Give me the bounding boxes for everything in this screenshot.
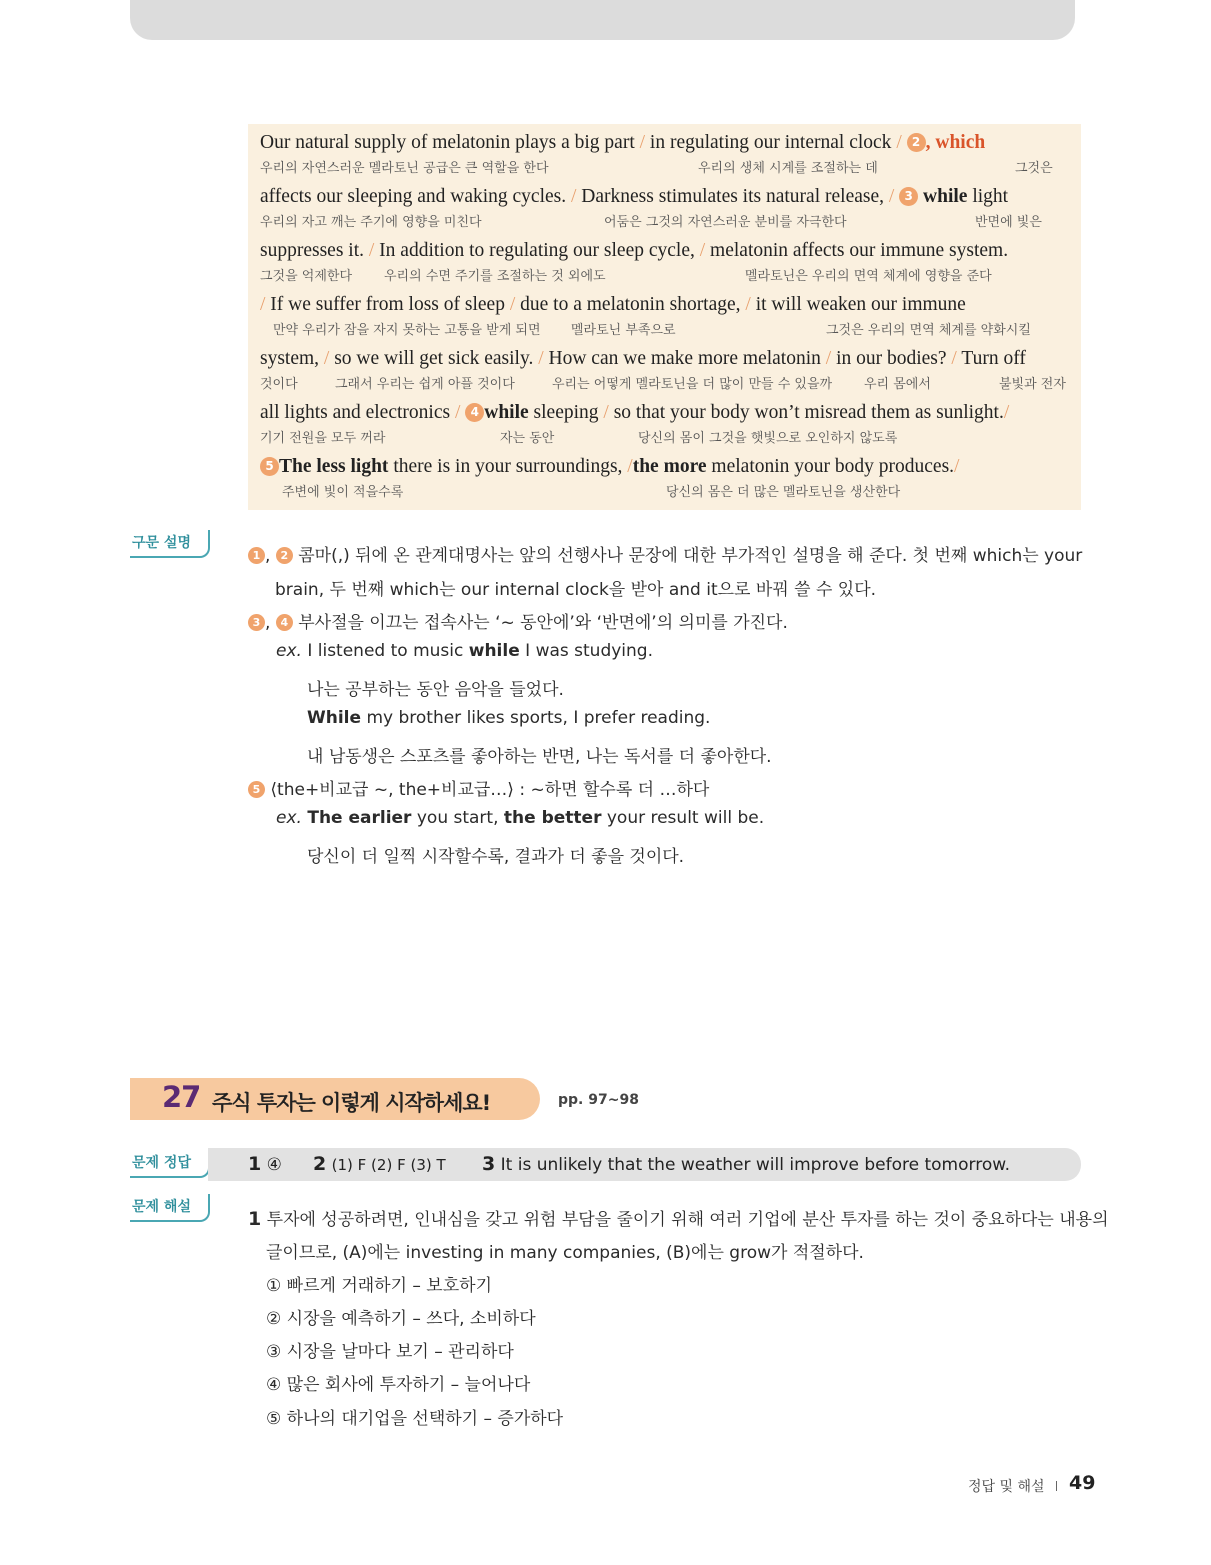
explanation-text: 부사절을 이끄는 접속사는 ‘~ 동안에’와 ‘반면에’의 의미를 가진다. [298,613,788,633]
en-text: due to a melatonin shortage, [515,294,746,315]
syntax-point-2: 3 , 4 부사절을 이끄는 접속사는 ‘~ 동안에’와 ‘반면에’의 의미를 가진다. [248,608,788,633]
solution-text: 투자에 성공하려면, 인내심을 갖고 위험 부담을 줄이기 위해 여러 기업에 분산 투자를 하는 것이 중요하다는 내용의 [266,1210,1109,1230]
option-item: ④ 많은 회사에 투자하기 – 늘어나다 [266,1375,531,1395]
en-text: If we suffer from loss of sleep [265,294,510,315]
ko-gloss: 그것을 억제한다 [260,269,353,284]
footer-divider [1056,1481,1057,1491]
ko-gloss: 그래서 우리는 쉽게 아플 것이다 [335,377,515,392]
answer-3 [482,1153,1010,1175]
ko-gloss: 멜라토닌은 우리의 면역 체계에 영향을 준다 [745,269,992,284]
en-text: affects our sleeping and waking cycles. [260,186,571,207]
circle-number: 3 [899,187,918,206]
option-item: ⑤ 하나의 대기업을 선택하기 – 증가하다 [266,1409,564,1429]
slash: / [571,186,577,207]
solution-text: 글이므로, (A)에는 investing in many companies, (B)에는 grow가 적절하다. [266,1243,864,1263]
slash: / [603,402,609,423]
en-text: suppresses it. [260,240,369,261]
explanation-text: ⟨the+비교급 ~, the+비교급…⟩ : ~하면 할수록 더 …하다 [270,780,710,800]
ko-gloss: 우리의 자고 깨는 주기에 영향을 미친다 [260,215,482,230]
answer-2 [313,1153,446,1175]
ko-gloss: 그것은 [1015,161,1053,176]
circle-number: 4 [465,403,484,422]
ko-gloss: 그것은 우리의 면역 체계를 약화시킬 [826,323,1031,338]
bold-word: while [923,186,968,207]
slash: / [896,132,902,153]
option-item: ② 시장을 예측하기 – 쓰다, 소비하다 [266,1309,536,1329]
en-text: all lights and electronics [260,402,455,423]
slash: / [509,294,516,315]
bold-word: the better [503,808,602,828]
example-text: I listened to music [301,641,469,661]
en-text: In addition to regulating our sleep cycle, [374,240,700,261]
en-text: Turn off [956,348,1026,369]
ex-label: ex. [276,641,302,661]
en-text: there is in your surroundings, [388,456,628,477]
slash: / [888,186,895,207]
circle-number: 3 [248,614,265,631]
slash: / [454,402,461,423]
slash: / [368,240,375,261]
answer-text: (1) F (2) F (3) T [331,1156,446,1174]
question-number: 2 [313,1153,327,1175]
explanation-text: 콤마(,) 뒤에 온 관계대명사는 앞의 선행사나 문장에 대한 부가적인 설명을 해 준다. 첫 번째 which는 your [298,546,1083,566]
example-text: you start, [411,808,504,828]
section-title: 주식 투자는 이렇게 시작하세요! [212,1091,491,1115]
page-reference: pp. 97~98 [558,1092,639,1108]
syntax-point-3 [248,775,709,800]
ko-gloss: 당신의 몸이 그것을 햇빛으로 오인하지 않도록 [638,431,898,446]
option-item: ① 빠르게 거래하기 – 보호하기 [266,1276,492,1296]
ko-gloss: 어둠은 그것의 자연스러운 분비를 자극한다 [604,215,847,230]
example-translation: 내 남동생은 스포츠를 좋아하는 반면, 나는 독서를 더 좋아한다. [307,747,772,767]
example-sentence [276,808,764,828]
ko-gloss: 우리의 생체 시계를 조절하는 데 [698,161,878,176]
question-number: 3 [482,1153,496,1175]
section-header [130,1078,540,1120]
bold-word: while [468,641,520,661]
slash: / [699,240,706,261]
circle-number: 2 [907,133,926,152]
ko-gloss: 우리는 어떻게 멜라토닌을 더 많이 만들 수 있을까 [552,377,833,392]
solution-1 [248,1205,1109,1230]
question-number: 1 [248,1208,262,1230]
reading-passage-box [248,124,1081,510]
option-item: ③ 시장을 날마다 보기 – 관리하다 [266,1342,514,1362]
circle-number: 2 [276,547,293,564]
question-number: 1 [248,1153,262,1175]
example-translation: 나는 공부하는 동안 음악을 들었다. [307,680,564,700]
bold-word: The earlier [307,808,412,828]
slash: / [627,456,633,477]
ko-gloss: 우리의 수면 주기를 조절하는 것 외에도 [384,269,606,284]
bold-word: The less light [279,456,389,477]
en-text: in our bodies? [831,348,952,369]
slash: / [323,348,330,369]
explanation-text: brain, 두 번째 which는 our internal clock을 받아 and it으로 바꿔 쓸 수 있다. [275,580,877,600]
slash: / [639,132,646,153]
bold-word: While [307,708,362,728]
answer-1 [248,1153,282,1175]
ko-gloss: 우리의 자연스러운 멜라토닌 공급은 큰 역할을 한다 [260,161,549,176]
footer-label: 정답 및 해설 [968,1479,1045,1495]
en-text: so that your body won’t misread them as sunlight. [608,402,1004,423]
bold-word: while [484,402,529,423]
answer-text: ④ [266,1155,282,1175]
circle-number: 5 [260,457,279,476]
solution-tag: 문제 해설 [130,1194,210,1222]
ko-gloss: 불빛과 전자 [999,377,1066,392]
circle-number: 4 [276,614,293,631]
en-text: Darkness stimulates its natural release, [576,186,889,207]
ko-gloss: 자는 동안 [500,431,555,446]
en-text: it will weaken our immune [750,294,966,315]
bold-word: the more [632,456,707,477]
section-number: 27 [162,1080,201,1114]
answers-tag: 문제 정답 [130,1150,210,1178]
slash: / [745,294,751,315]
en-text: so we will get sick easily. [329,348,539,369]
syntax-explanation-tag: 구문 설명 [130,530,210,558]
ex-label: ex. [276,808,302,828]
circle-number: 1 [248,547,265,564]
slash: / [954,456,960,477]
example-sentence [307,708,710,728]
ko-gloss: 것이다 [260,377,298,392]
syntax-point-1: 1 , 2 콤마(,) 뒤에 온 관계대명사는 앞의 선행사나 문장에 대한 부가적인 설명을 해 준다. 첫 번째 which는 your [248,541,1082,566]
ko-gloss: 기기 전원을 모두 꺼라 [260,431,386,446]
page-number: 49 [1069,1472,1096,1494]
ko-gloss: 반면에 빛은 [975,215,1042,230]
slash: / [538,348,544,369]
example-sentence [276,641,653,661]
slash: / [1003,402,1010,423]
circle-number: 5 [248,781,265,798]
example-text: I was studying. [519,641,653,661]
ko-gloss: 우리 몸에서 [864,377,931,392]
en-text: Our natural supply of melatonin plays a big part [260,132,640,153]
en-text: system, [260,348,324,369]
answer-text: It is unlikely that the weather will improve before tomorrow. [500,1155,1010,1175]
ko-gloss: 주변에 빛이 적을수록 [282,485,404,500]
answers-bar [208,1148,1081,1181]
ko-gloss: 멜라토닌 부족으로 [571,323,676,338]
ko-gloss: 만약 우리가 잠을 자지 못하는 고통을 받게 되면 [273,323,541,338]
en-text: melatonin affects our immune system. [705,240,1009,261]
highlight-word: , which [925,132,986,153]
example-text: your result will be. [601,808,765,828]
ko-gloss: 당신의 몸은 더 많은 멜라토닌을 생산한다 [666,485,901,500]
slash: / [260,294,266,315]
en-text: sleeping [528,402,604,423]
en-text: How can we make more melatonin [543,348,826,369]
top-header-bar [130,0,1075,40]
en-text: melatonin your body produces. [706,456,955,477]
example-translation: 당신이 더 일찍 시작할수록, 결과가 더 좋을 것이다. [307,847,685,867]
slash: / [951,348,957,369]
example-text: my brother likes sports, I prefer reading. [361,708,711,728]
en-text: light [967,186,1009,207]
slash: / [825,348,832,369]
en-text: in regulating our internal clock [645,132,897,153]
